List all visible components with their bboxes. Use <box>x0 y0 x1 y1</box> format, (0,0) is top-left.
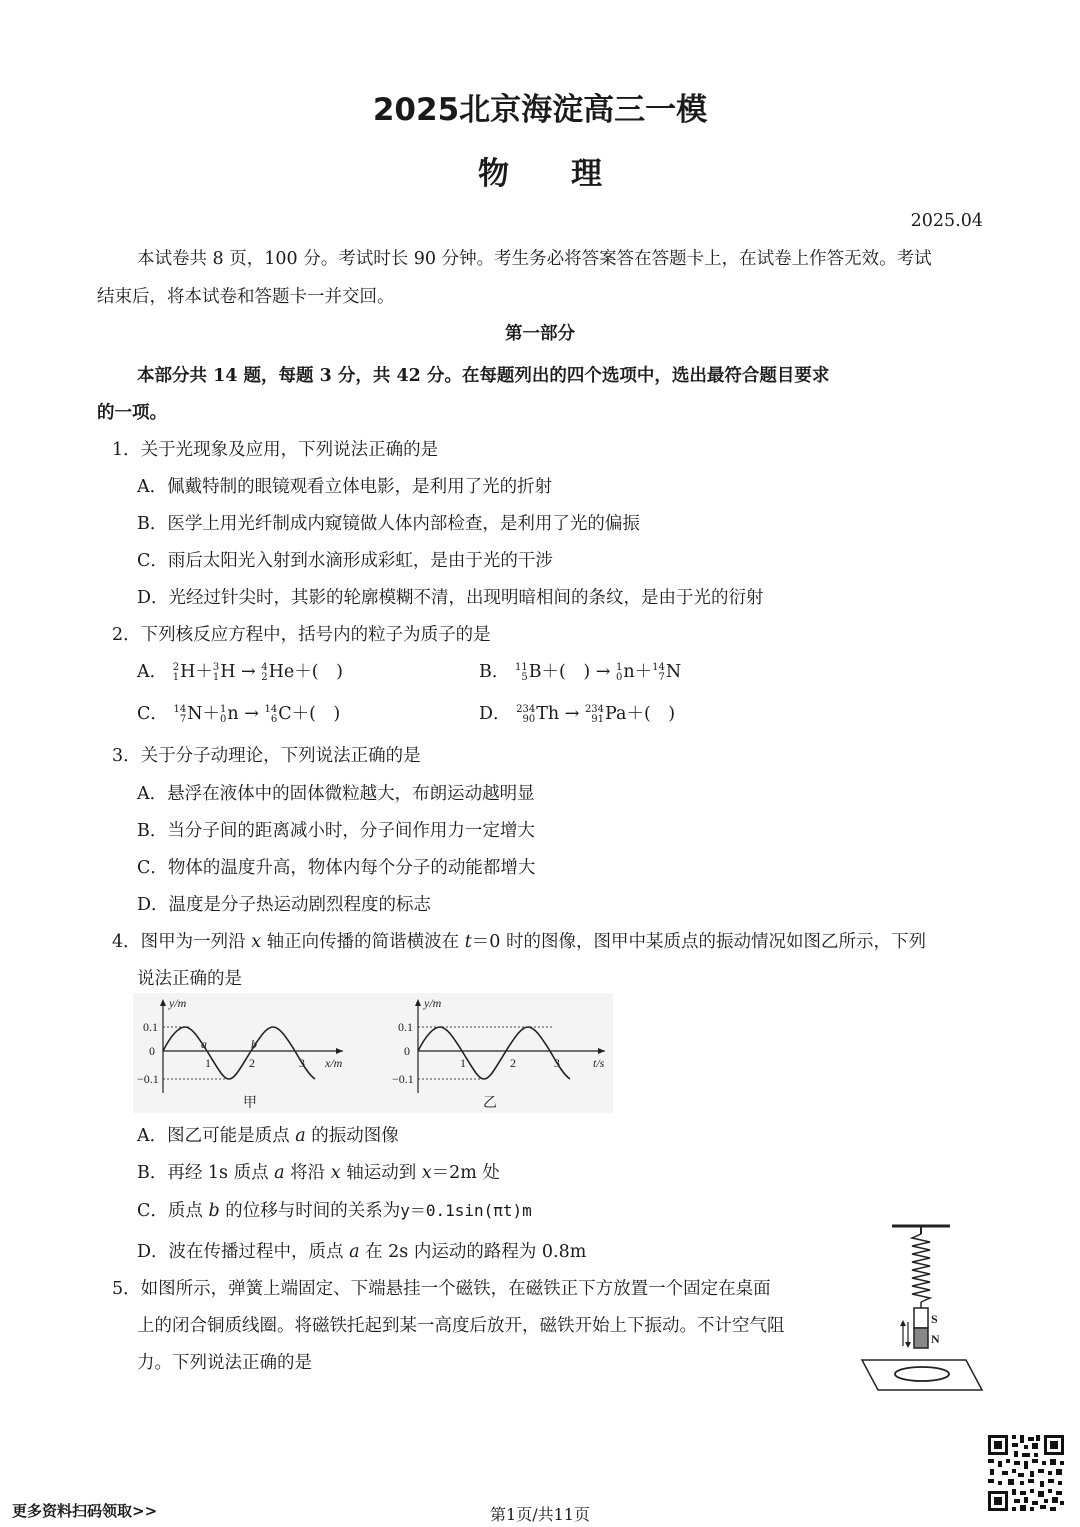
yi-tick-neg: −0.1 <box>392 1072 414 1086</box>
q1-option-a: A．佩戴特制的眼镜观看立体电影，是利用了光的折射 <box>137 477 553 497</box>
q3-stem: 3．关于分子动理论，下列说法正确的是 <box>112 746 421 766</box>
jia-point-a: a <box>201 1037 207 1051</box>
yi-tick-1: 1 <box>460 1056 466 1070</box>
yi-x-label: t/s <box>593 1056 605 1070</box>
yi-tick-zero: 0 <box>404 1044 410 1058</box>
q4-d-part: 在 2s 内运动的路程为 0.8m <box>359 1242 587 1262</box>
spring <box>912 1234 930 1302</box>
jia-tick-3: 3 <box>299 1056 305 1070</box>
q1-option-b: B．医学上用光纤制成内窥镜做人体内部检查，是利用了光的偏振 <box>137 514 640 534</box>
q4-stem-var-x: x <box>251 932 262 952</box>
q4-b-part: 将沿 <box>284 1163 331 1183</box>
q2-option-c-label: C． <box>137 704 168 724</box>
q4-b-part: B．再经 1s 质点 <box>137 1163 275 1183</box>
q4-option-a <box>137 1122 399 1147</box>
q4-option-b <box>137 1159 500 1184</box>
q4-a-part: 的振动图像 <box>305 1126 399 1146</box>
jia-tick-pos: 0.1 <box>143 1020 158 1034</box>
q3-option-b: B．当分子间的距离减小时，分子间作用力一定增大 <box>137 821 535 841</box>
jia-x-label: x/m <box>325 1056 343 1070</box>
intro-line-1: 本试卷共 8 页，100 分。考试时长 90 分钟。考生务必将答案答在答题卡上，在试卷上作答无效。考试 <box>137 249 932 269</box>
jia-point-b: b <box>251 1037 257 1051</box>
table-surface <box>862 1360 982 1390</box>
part-title: 第一部分 <box>505 324 575 344</box>
q4-option-c <box>137 1197 532 1222</box>
intro-line-2: 结束后，将本试卷和答题卡一并交回。 <box>97 287 395 307</box>
q4-c-part: C．质点 <box>137 1201 209 1221</box>
part-desc-line-2: 的一项。 <box>97 403 167 423</box>
jia-tick-2: 2 <box>249 1056 255 1070</box>
footer-page-number: 第1页/共11页 <box>490 1505 590 1524</box>
q5-line-1: 5．如图所示，弹簧上端固定、下端悬挂一个磁铁，在磁铁正下方放置一个固定在桌面 <box>112 1279 771 1299</box>
yi-tick-3: 3 <box>554 1056 560 1070</box>
magnet-s-label: S <box>931 1312 938 1326</box>
q4-b-var: x <box>330 1163 341 1183</box>
q4-c-part: 的位移与时间的关系为 <box>219 1201 401 1221</box>
q4-b-part: ＝2m 处 <box>431 1163 500 1183</box>
q4-stem-line-2: 说法正确的是 <box>137 969 242 989</box>
q2-option-d-equation: 234 90 Th → 234 91 Pa＋( ) <box>516 703 676 725</box>
q4-c-var: b <box>208 1201 220 1221</box>
spring-magnet-figure <box>858 1222 986 1394</box>
q2-option-c-equation: 14 7 N＋ 1 0 n → 14 6 C＋( ) <box>173 703 341 725</box>
subject-title: 物 理 <box>478 156 602 192</box>
exam-date: 2025.04 <box>910 211 983 231</box>
q2-option-a <box>137 658 343 683</box>
q2-option-b-label: B． <box>479 662 510 682</box>
q2-stem: 2．下列核反应方程中，括号内的粒子为质子的是 <box>112 625 491 645</box>
q4-b-var: a <box>274 1163 285 1183</box>
qr-code-icon <box>986 1433 1066 1513</box>
q2-option-a-label: A． <box>137 662 168 682</box>
jia-caption: 甲 <box>243 1095 257 1111</box>
magnet-n-label: N <box>931 1332 940 1346</box>
magnet-south <box>914 1308 928 1328</box>
q2-option-a-equation: 2 1 H＋ 3 1 H → 4 2 He＋( ) <box>172 661 343 683</box>
q3-option-d: D．温度是分子热运动剧烈程度的标志 <box>137 895 432 915</box>
wave-figures <box>133 993 613 1113</box>
q4-b-part: 轴运动到 <box>340 1163 422 1183</box>
q4-a-var: a <box>295 1126 306 1146</box>
q5-line-2: 上的闭合铜质线圈。将磁铁托起到某一高度后放开，磁铁开始上下振动。不计空气阻 <box>137 1316 785 1336</box>
q2-option-d <box>479 700 675 725</box>
q4-a-part: A．图乙可能是质点 <box>137 1126 296 1146</box>
exam-title: 2025北京海淀高三一模 <box>372 92 708 128</box>
q4-b-var: x <box>421 1163 432 1183</box>
q4-stem <box>112 928 926 953</box>
q1-option-d: D．光经过针尖时，其影的轮廓模糊不清，出现明暗相间的条纹，是由于光的衍射 <box>137 588 764 608</box>
q4-c-formula: y＝0.1sin(πt)m <box>400 1201 532 1220</box>
q4-option-d <box>137 1238 586 1263</box>
q5-line-3: 力。下列说法正确的是 <box>137 1353 312 1373</box>
q2-option-b-equation: 11 5 B＋( ) → 1 0 n＋ 14 7 N <box>514 661 682 683</box>
q1-stem: 1．关于光现象及应用，下列说法正确的是 <box>112 440 439 460</box>
q2-option-c <box>137 700 340 725</box>
q4-stem-var-t: t <box>464 932 472 952</box>
yi-tick-2: 2 <box>510 1056 516 1070</box>
oscillation-arrows-icon <box>900 1320 911 1348</box>
q4-d-part: D．波在传播过程中，质点 <box>137 1242 350 1262</box>
q4-d-var: a <box>349 1242 360 1262</box>
yi-y-label: y/m <box>424 996 442 1010</box>
jia-y-label: y/m <box>169 996 187 1010</box>
jia-tick-1: 1 <box>205 1056 211 1070</box>
q4-stem-part: 4．图甲为一列沿 <box>112 932 252 952</box>
q3-option-a: A．悬浮在液体中的固体微粒越大，布朗运动越明显 <box>137 784 535 804</box>
footer-scan-link[interactable]: 更多资料扫码领取>> <box>12 1502 158 1520</box>
yi-caption: 乙 <box>483 1095 497 1111</box>
yi-tick-pos: 0.1 <box>398 1020 413 1034</box>
jia-tick-zero: 0 <box>149 1044 155 1058</box>
q4-stem-part: ＝0 时的图像，图甲中某质点的振动情况如图乙所示，下列 <box>471 932 926 952</box>
q2-option-b <box>479 658 681 683</box>
magnet-north <box>914 1328 928 1348</box>
q1-option-c: C．雨后太阳光入射到水滴形成彩虹，是由于光的干涉 <box>137 551 553 571</box>
part-desc-line-1: 本部分共 14 题，每题 3 分，共 42 分。在每题列出的四个选项中，选出最符合题目要求 <box>137 366 830 386</box>
q3-option-c: C．物体的温度升高，物体内每个分子的动能都增大 <box>137 858 536 878</box>
jia-tick-neg: −0.1 <box>137 1072 159 1086</box>
q4-stem-part: 轴正向传播的简谐横波在 <box>261 932 465 952</box>
figure-background <box>133 993 613 1113</box>
q2-option-d-label: D． <box>479 704 511 724</box>
